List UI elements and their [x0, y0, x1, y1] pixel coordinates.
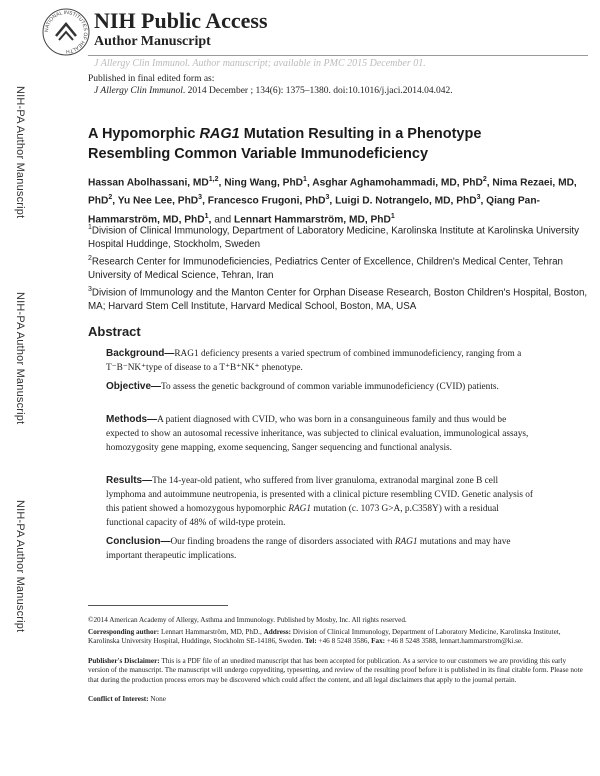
abstract-results: Results—The 14-year-old patient, who suffered from liver granuloma, extranodal marginal zone B cell lymphoma and autoimmune neutropenia, is presented with a clinical picture resembling CVID. Genetic analysis of this patient showed a homozygous hypomorphic RAG1 mutation (c. 1073 G>A, p.C358Y) with a residual functional capacity of 48% of wild-type protein. — [106, 475, 534, 528]
nih-logo-icon — [42, 8, 90, 56]
affiliation-2: $^2$Research Center for Immunodeficiencies, Pediatrics Center of Excellence, Children's Medical Center, Tehran University of Medical Science, Tehran, Iran — [88, 255, 563, 282]
conflict-of-interest: Conflict of Interest: None — [88, 695, 166, 703]
abstract-conclusion: Conclusion—Our finding broadens the range of disorders associated with RAG1 mutations and may have important therapeutic implications. — [106, 536, 511, 561]
journal-availability-line: J Allergy Clin Immunol. Author manuscript; available in PMC 2015 December 01. — [94, 58, 426, 69]
sidebar-label-1: NIH-PA Author Manuscript — [14, 86, 26, 219]
footnote-divider — [88, 605, 228, 606]
author-list: Hassan Abolhassani, MD$^{1,2}$, Ning Wang, PhD$^1$, Asghar Aghamohammadi, MD, PhD$^2$, Nima Rezaei, MD, PhD$^2$, Yu Nee Lee, PhD$^3$, Francesco Frugoni, PhD$^3$, Luigi D. Notrangelo, MD, PhD$^3$, Qiang Pan-Hammarström, MD, PhD$^1$, and Lennart Hammarström, MD, PhD$^1$ — [88, 176, 577, 226]
sidebar-label-3: NIH-PA Author Manuscript — [14, 500, 26, 633]
abstract-methods: Methods—A patient diagnosed with CVID, who was born in a consanguineous family and thus would be expected to show an autosomal recessive inheritance, was subjected to clinical evaluation, immunological assays, homozygosity gene mapping, exome sequencing, Sanger sequencing and functional analysis. — [106, 414, 529, 453]
svg-text:NATIONAL INSTITUTES OF HEALTH: NATIONAL INSTITUTES OF HEALTH — [43, 9, 89, 55]
header-divider — [88, 55, 588, 56]
affiliation-3: $^3$Division of Immunology and the Manton Center for Orphan Disease Research, Boston Children's Hospital, Boston, MA; Harvard Stem Cell Institute, Harvard Medical School, Boston, MA, USA — [88, 286, 588, 313]
abstract-background: Background—RAG1 deficiency presents a varied spectrum of combined immunodeficiency, ranging from a T⁻B⁻NK⁺type of disease to a T⁺B⁺NK⁺ phenotype. — [106, 348, 522, 373]
publisher-disclaimer: Publisher's Disclaimer: This is a PDF file of an unedited manuscript that has been accepted for publication. As a service to our customers we are providing this early version of the manuscript. The manuscript will undergo copyediting, typesetting, and review of the resulting proof before it is published in its final citable form. Please note that during the production process errors may be discovered which could affect the content, and all legal disclaimers that apply to the journal pertain. — [88, 657, 583, 684]
abstract-heading: Abstract — [88, 324, 141, 339]
sidebar-label-2: NIH-PA Author Manuscript — [14, 292, 26, 425]
affiliation-1: $^1$Division of Clinical Immunology, Department of Laboratory Medicine, Karolinska Institute at Karolinska University Hospital Huddinge, Stockholm, Sweden — [88, 224, 580, 251]
published-final-label: Published in final edited form as: — [88, 74, 215, 84]
author-manuscript-subtitle: Author Manuscript — [94, 34, 211, 49]
article-title: A Hypomorphic RAG1 Mutation Resulting in a Phenotype Resembling Common Variable Immunodeficiency — [88, 126, 482, 162]
nih-public-access-title: NIH Public Access — [94, 8, 268, 33]
citation: J Allergy Clin Immunol. 2014 December ; 134(6): 1375–1380. doi:10.1016/j.jaci.2014.04.042. — [94, 86, 453, 96]
abstract-objective: Objective—To assess the genetic background of common variable immunodeficiency (CVID) patients. — [106, 381, 499, 392]
copyright-notice: ©2014 American Academy of Allergy, Asthma and Immunology. Published by Mosby, Inc. All rights reserved. — [88, 616, 407, 624]
corresponding-author: Corresponding author: Lennart Hammarström, MD, PhD., Address: Division of Clinical Immunology, Department of Laboratory Medicine, Karolinska Institutet, Karolinska University Hospital, Huddinge, Stockholm SE-14186, Sweden. Tel: +46 8 5248 3586, Fax: +46 8 5248 3588, lennart.hammarstrom@ki.se. — [88, 628, 561, 646]
